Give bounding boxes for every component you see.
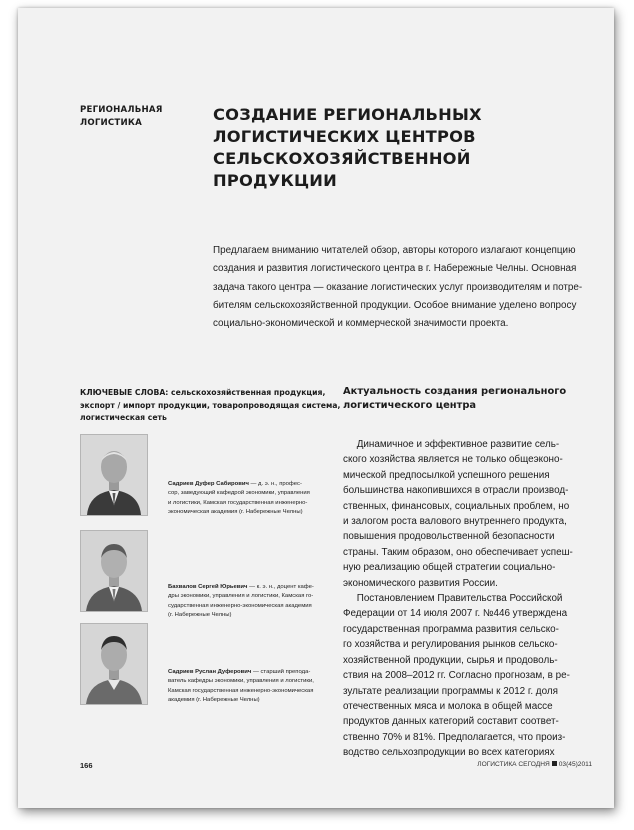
- journal-name: ЛОГИСТИКА СЕГОДНЯ: [477, 761, 550, 768]
- author-card: [80, 623, 350, 711]
- body-line: ную реализацию общей стратегии социально-: [343, 562, 556, 574]
- bio-line: (г. Набережные Челны): [168, 611, 232, 618]
- bio-text: — к. э. н., доцент кафе-: [247, 584, 314, 590]
- title-line: ЛОГИСТИЧЕСКИХ ЦЕНТРОВ: [213, 127, 476, 146]
- bio-line: и логистики, Камская государственная инженерно-: [168, 499, 308, 506]
- author-name: Садриев Дуфер Сабирович: [168, 481, 249, 487]
- body-line: Федерации от 14 июля 2007 г. №446 утверждена: [343, 608, 568, 620]
- body-line: большинства накопившихся в отрасли производ-: [343, 485, 569, 497]
- bio-line: ватель кафедры экономики, управления и логистики,: [168, 678, 314, 685]
- body-line: ственных, финансовых, социальных проблем, но: [343, 500, 570, 512]
- author-photo: [80, 623, 148, 705]
- lead-paragraph: [213, 242, 595, 333]
- body-line: ственно 70% и 81%. Предполагается, что произ-: [343, 731, 566, 743]
- bio-text: — д. э. н., профес-: [248, 481, 302, 487]
- bio-line: экономическая академия (г. Набережные Челны): [168, 508, 303, 515]
- body-line: государственная программа развития сельско-: [343, 623, 559, 635]
- lead-line: создания и развития логистического центра в г. Набережные Челны. Основная: [213, 263, 577, 275]
- body-line: мической предпосылкой успешного решения: [343, 469, 550, 481]
- keywords-line: экспорт / импорт продукции, товаропроводящая система,: [80, 400, 341, 410]
- body-line: продуктов данных категорий составит соответ-: [343, 716, 559, 728]
- author-bio: [168, 583, 348, 620]
- journal-page: [18, 8, 614, 808]
- bio-line: [168, 583, 348, 592]
- bio-line: сор, заведующий кафедрой экономики, управления: [168, 490, 310, 497]
- rubric-label: [80, 104, 190, 130]
- article-title: [213, 104, 593, 192]
- body-line: го хозяйства и регулирования рынков сельско-: [343, 639, 558, 651]
- body-line: экономического развития России.: [343, 577, 498, 589]
- bio-line: Камская государственная инженерно-экономическая: [168, 687, 314, 694]
- author-bio: [168, 480, 348, 517]
- body-line: ствия на 2008–2012 гг. Согласно прогнозам, в ре-: [343, 670, 570, 682]
- keywords-line: КЛЮЧЕВЫЕ СЛОВА: сельскохозяйственная продукция,: [80, 388, 326, 397]
- body-line: Постановлением Правительства Российской: [343, 593, 563, 605]
- body-line: Динамичное и эффективное развитие сель-: [343, 439, 560, 450]
- body-line: повышения продовольственной безопасности: [343, 531, 555, 543]
- author-name: Бахвалов Сергей Юрьевич: [168, 584, 248, 590]
- body-line: страны. Таким образом, оно обеспечивает успеш-: [343, 546, 573, 558]
- keywords-line: логистическая сеть: [80, 413, 167, 423]
- bio-text: — старший препода-: [251, 669, 311, 675]
- author-photo: [80, 434, 148, 516]
- body-line: хозяйственной продукции, сырья и продоволь-: [343, 654, 558, 666]
- bio-line: [168, 668, 348, 677]
- keywords-block: [80, 387, 340, 425]
- title-line: СОЗДАНИЕ РЕГИОНАЛЬНЫХ: [213, 105, 482, 124]
- lead-line: социально-экономической и коммерческой значимости проекта.: [213, 318, 509, 330]
- body-line: ского хозяйства является не только общеэконо-: [343, 454, 563, 466]
- running-footer: [477, 761, 592, 768]
- rubric-line: РЕГИОНАЛЬНАЯ: [80, 105, 163, 115]
- lead-line: бителям сельскохозяйственной продукции. Особое внимание уделено вопросу: [213, 299, 577, 311]
- issue-number: 03(45)2011: [558, 761, 592, 768]
- rubric-line: ЛОГИСТИКА: [80, 118, 142, 128]
- author-name: Садриев Руслан Дуферович: [168, 669, 252, 675]
- bio-line: дры экономики, управления и логистики, Камская го-: [168, 593, 314, 600]
- section-heading-line: Актуальность создания регионального: [343, 386, 567, 397]
- author-photo: [80, 530, 148, 612]
- bio-line: сударственная инженерно-экономическая академия: [168, 602, 312, 609]
- page-number: 166: [80, 761, 93, 770]
- body-line: водство сельхозпродукции во всех категориях: [343, 747, 555, 759]
- bio-line: академия (г. Набережные Челны): [168, 696, 260, 703]
- bio-line: [168, 480, 348, 489]
- square-bullet-icon: [552, 761, 557, 766]
- section-heading: [343, 385, 593, 413]
- author-card: [80, 530, 350, 618]
- lead-line: Предлагаем вниманию читателей обзор, авторы которого излагают концепцию: [213, 245, 576, 256]
- body-line: и залогом роста валового внутреннего продукта,: [343, 516, 567, 528]
- lead-line: задача такого центра — оказание логистических услуг производителям и потре-: [213, 281, 583, 293]
- body-line: зультате реализации программы к 2012 г. доля: [343, 685, 558, 697]
- author-bio: [168, 668, 348, 705]
- body-line: отечественных мяса и молока в общей массе: [343, 700, 553, 712]
- author-card: [80, 434, 350, 522]
- body-text: [343, 437, 603, 761]
- section-heading-line: логистического центра: [343, 400, 477, 411]
- title-line: СЕЛЬСКОХОЗЯЙСТВЕННОЙ ПРОДУКЦИИ: [213, 149, 471, 190]
